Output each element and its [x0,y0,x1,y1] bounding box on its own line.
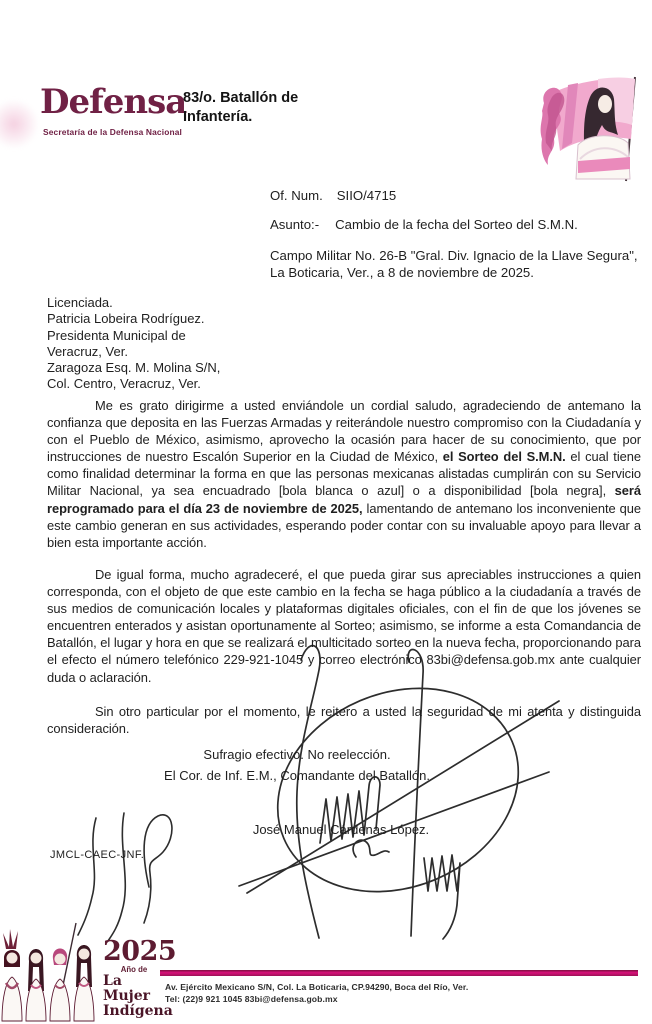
closing-motto: Sufragio efectivo. No reelección. [203,747,391,762]
place-date-line1: Campo Militar No. 26-B "Gral. Div. Ignacio de la Llave Segura", [270,248,638,263]
battalion-heading [183,89,298,127]
paragraph-2: De igual forma, mucho agradeceré, el que pueda girar sus apreciables instrucciones a quien corresponda, con el objeto de que este cambio en la fecha se haga público a la ciudadanía a través de sus medios de comunicación locales y plataformas digitales oficiales, con el fin de que los jóvenes se encuentren enterados y asistan oportunamente al Sorteo; asimismo, se informe a esta Comandancia de Batallón, el lugar y hora en que se realizará el multicitado sorteo en la nueva fecha, proporcionando para el efecto el número telefónico 229-921-1045 y correo electrónico 83bi@defensa.gob.mx ante cualquier duda o aclaración. [47,567,641,685]
office-number-value: SIIO/4715 [336,188,397,203]
year-caption-line1: La Mujer [103,973,151,1004]
year-caption-line2: Indígena [103,1003,173,1019]
office-number-label: Of. Num. [270,188,323,203]
footer-address-line1: Av. Ejército Mexicano S/N, Col. La Boticaria, CP.94290, Boca del Río, Ver. [165,982,469,992]
place-date-line2: La Boticaria, Ver., a 8 de noviembre de 2025. [270,264,534,280]
signer-title: El Cor. de Inf. E.M., Comandante del Batallón. [164,767,430,783]
place-date-block [270,248,645,281]
recipient-block [47,295,220,393]
recipient-line: Patricia Lobeira Rodríguez. [47,311,205,327]
woman-with-flag-icon [538,72,652,186]
recipient-line: Zaragoza Esq. M. Molina S/N, [47,360,221,376]
subject-label: Asunto:- [270,217,320,232]
paragraph-3: Sin otro particular por el momento, le reitero a usted la seguridad de mi atenta y distinguida consideración. [47,704,641,737]
subject-line [270,217,578,232]
recipient-line: Veracruz, Ver. [47,343,128,359]
indigenous-women-icon [0,920,100,1022]
battalion-heading-line2: Infantería. [183,109,253,125]
recipient-line: Licenciada. [47,295,113,310]
defensa-logo-subtitle: Secretaría de la Defensa Nacional [43,127,183,137]
signer-name: José Manuel Cárdenas López. [252,822,430,837]
battalion-heading-line1: 83/o. Batallón de [183,90,299,106]
year-2025: 2025 [103,936,177,967]
year-emblem [103,936,177,1019]
defensa-logo-wordmark: Defensa [40,82,187,122]
footer-address-line2: Tel: (22)9 921 1045 83bi@defensa.gob.mx [165,994,338,1004]
footer-address-block [165,981,468,1005]
footer-accent-bar [160,970,638,976]
closing-block [127,745,467,786]
year-caption-top: Año de [120,965,148,974]
recipient-line: Presidenta Municipal de [47,327,186,343]
recipient-line: Col. Centro, Veracruz, Ver. [47,376,201,392]
subject-value: Cambio de la fecha del Sorteo del S.M.N. [335,217,578,232]
office-number-line [270,188,396,203]
paragraph-1: Me es grato dirigirme a usted enviándole un cordial saludo, agradeciendo de antemano la confianza que deposita en las Fuerzas Armadas y reiterándole nuestro compromiso con la Ciudadanía y con el Pueblo de México, asimismo, aprovecho la ocasión para hacer de su conocimiento, que por instrucciones de nuestro Escalón Superior en la Ciudad de México, el Sorteo del S.M.N. el cual tiene como finalidad determinar la forma en que las personas mexicanas alistadas cumplirán con su Servicio Militar Nacional, ya sea encuadrado [bola blanca o azul] o a disponibilidad [bola negra], será reprogramado para el día 23 de noviembre de 2025, lamentando de antemano los inconveniente que este cambio generan en sus actividades, esperando poder contar con su invaluable apoyo para llevar a bien esta importante acción. [47,398,641,550]
faint-stamp-smudge [0,98,38,150]
reference-code: JMCL-CAEC-JNF. [50,849,145,861]
